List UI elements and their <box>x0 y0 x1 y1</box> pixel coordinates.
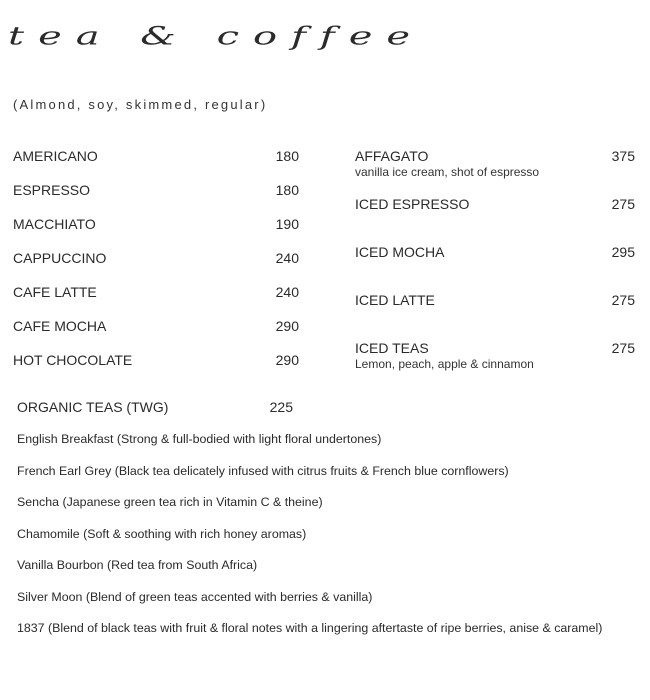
menu-item-price: 190 <box>275 216 299 232</box>
organic-teas-price: 225 <box>269 399 293 415</box>
coffee-list-left <box>13 148 299 386</box>
menu-item-price: 295 <box>611 244 635 260</box>
menu-item <box>355 292 635 340</box>
menu-item-price: 275 <box>611 340 635 356</box>
menu-item-name: AFFAGATO <box>355 148 429 164</box>
menu-item-name: ICED MOCHA <box>355 244 445 260</box>
menu-item-price: 290 <box>275 318 299 334</box>
tea-item: English Breakfast (Strong & full-bodied with light floral undertones) <box>17 432 382 446</box>
menu-item <box>13 318 299 352</box>
menu-item-price: 180 <box>275 182 299 198</box>
menu-item-price: 275 <box>611 196 635 212</box>
menu-item <box>355 148 635 196</box>
menu-item-name: MACCHIATO <box>13 216 96 232</box>
menu-item <box>355 196 635 244</box>
menu-item-price: 240 <box>275 250 299 266</box>
menu-item-name: ESPRESSO <box>13 182 91 198</box>
menu-item-description: Lemon, peach, apple & cinnamon <box>355 357 534 371</box>
tea-item: Silver Moon (Blend of green teas accented with berries & vanilla) <box>17 589 373 604</box>
menu-item-name: CAPPUCCINO <box>13 250 107 266</box>
menu-item <box>13 182 299 216</box>
menu-item <box>13 216 299 250</box>
tea-item: French Earl Grey (Black tea delicately infused with citrus fruits & French blue cornflowers) <box>17 463 509 478</box>
menu-item-name: ICED LATTE <box>355 292 435 308</box>
menu-item-price: 240 <box>275 284 299 300</box>
menu-item-name: CAFE LATTE <box>13 284 97 300</box>
organic-teas-heading <box>17 399 293 417</box>
menu-item-price: 290 <box>275 352 299 368</box>
menu-item <box>355 244 635 292</box>
menu-title: tea & coffee <box>8 22 425 51</box>
tea-item: Chamomile (Soft & soothing with rich honey aromas) <box>17 526 307 541</box>
menu-item-price: 180 <box>275 148 299 164</box>
menu-item-name: HOT CHOCOLATE <box>13 352 133 368</box>
menu-item-description: vanilla ice cream, shot of espresso <box>355 165 540 179</box>
tea-item: Vanilla Bourbon (Red tea from South Africa) <box>17 558 258 572</box>
menu-item <box>355 340 635 388</box>
menu-item-name: AMERICANO <box>13 148 98 164</box>
milk-options-subtitle: (Almond, soy, skimmed, regular) <box>13 97 268 112</box>
menu-item <box>13 250 299 284</box>
menu-item-price: 375 <box>611 148 635 164</box>
tea-item: 1837 (Blend of black teas with fruit & floral notes with a lingering aftertaste of ripe berries, anise & caramel) <box>17 621 603 635</box>
menu-item <box>13 352 299 386</box>
menu-item-name: CAFE MOCHA <box>13 318 107 334</box>
menu-item-name: ICED ESPRESSO <box>355 196 470 212</box>
organic-teas-name: ORGANIC TEAS (TWG) <box>17 399 169 415</box>
menu-item <box>13 148 299 182</box>
organic-teas-list <box>17 432 602 653</box>
menu-item <box>13 284 299 318</box>
menu-item-price: 275 <box>611 292 635 308</box>
tea-item: Sencha (Japanese green tea rich in Vitamin C & theine) <box>17 495 323 509</box>
menu-item-name: ICED TEAS <box>355 340 429 356</box>
coffee-list-right <box>355 148 635 388</box>
